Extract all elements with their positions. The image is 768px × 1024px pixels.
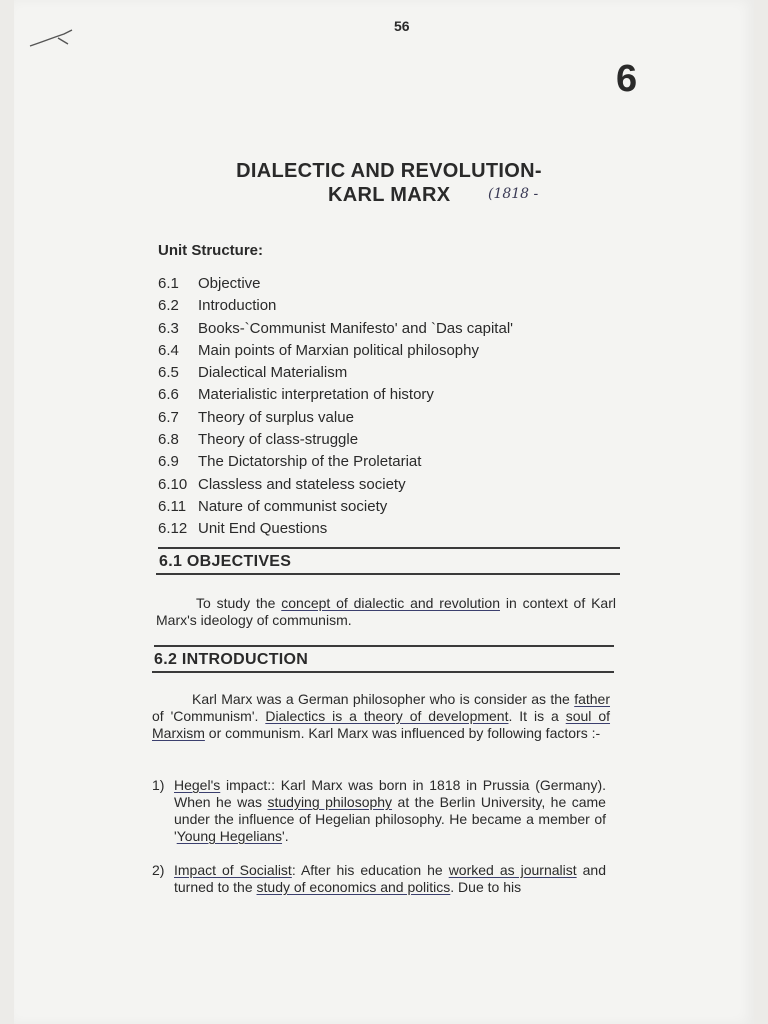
document-page (14, 0, 754, 1024)
toc-num: 6.7 (158, 408, 179, 426)
intro-text-a: Karl Marx was a German philosopher who is consider as the (192, 691, 575, 707)
toc-label: Main points of Marxian political philosophy (198, 341, 479, 359)
factor-text-b: and turned to the (174, 862, 606, 895)
toc-num: 6.12 (158, 520, 188, 538)
factor-text-b: at the Berlin University, he came under the influence of Hegelian philosophy. He became a member of ' (174, 794, 606, 844)
objectives-text-end: in context of Karl Marx's ideology of communism. (156, 595, 616, 628)
introduction-paragraph (152, 691, 610, 742)
factor-underline-end: study of economics and politics (256, 879, 451, 895)
rule-bottom-6-2 (152, 671, 614, 673)
factor-number: 1) (152, 777, 165, 793)
toc-label: Books-`Communist Manifesto' and `Das capital' (198, 319, 514, 337)
factor-text-a: impact:: Karl Marx was born in 1818 in Prussia (Germany). When he was (174, 777, 606, 810)
rule-top-6-1 (158, 547, 620, 549)
factor-text-c: . Due to his (450, 879, 522, 895)
unit-structure-list (158, 273, 513, 541)
toc-label: Theory of class-struggle (198, 431, 359, 449)
toc-item (158, 318, 513, 340)
rule-top-6-2 (154, 645, 614, 647)
toc-num: 6.2 (158, 297, 179, 315)
toc-item (158, 474, 513, 496)
toc-num: 6.3 (158, 319, 179, 337)
toc-item (158, 407, 513, 429)
toc-label: Unit End Questions (198, 520, 328, 538)
toc-item (158, 496, 513, 518)
factor-number: 2) (152, 862, 165, 878)
intro-text-d: or communism. Karl Marx was influenced by following factors :- (204, 725, 601, 741)
intro-underline-soul: soul of Marxism (152, 708, 611, 741)
toc-num: 6.1 (158, 275, 179, 292)
page-number: 56 (394, 18, 410, 34)
toc-num: 6.10 (158, 475, 188, 493)
factor-text-a: : After his education he (291, 862, 449, 878)
intro-underline-dialectics: Dialectics is a theory of development (265, 708, 509, 724)
toc-label: The Dictatorship of the Proletariat (198, 453, 422, 471)
factor-underline-mid: studying philosophy (267, 794, 393, 810)
chapter-title-line2: KARL MARX (328, 184, 451, 206)
toc-item (158, 518, 513, 540)
toc-item (158, 273, 513, 295)
section-heading-objectives: 6.1 OBJECTIVES (159, 553, 292, 570)
factor-underline-lead: Impact of Socialist (174, 862, 292, 878)
toc-item (158, 362, 513, 384)
handwritten-note: (1818 - (488, 186, 539, 202)
toc-num: 6.8 (158, 431, 179, 449)
factor-underline-mid: worked as journalist (448, 862, 577, 878)
rule-bottom-6-1 (156, 573, 620, 575)
factor-text-c: '. (282, 828, 289, 844)
toc-item (158, 340, 513, 362)
factor-text (174, 777, 606, 845)
toc-label: Classless and stateless society (198, 475, 406, 493)
toc-num: 6.5 (158, 364, 179, 382)
toc-item (158, 429, 513, 451)
toc-label: Dialectical Materialism (198, 364, 348, 382)
objectives-underlined: concept of dialectic and revolution (281, 595, 500, 611)
intro-text-c: . It is a (508, 708, 566, 724)
toc-label: Objective (198, 275, 261, 292)
unit-structure-heading: Unit Structure: (158, 242, 263, 259)
toc-label: Materialistic interpretation of history (198, 386, 434, 404)
toc-label: Nature of communist society (198, 497, 388, 515)
factor-text (174, 862, 606, 896)
pen-mark (28, 16, 80, 56)
factor-item-2 (152, 862, 606, 896)
toc-num: 6.9 (158, 453, 179, 471)
intro-text-b: of 'Communism'. (152, 708, 266, 724)
toc-label: Theory of surplus value (198, 408, 354, 426)
toc-num: 6.11 (158, 497, 187, 515)
chapter-number: 6 (616, 58, 638, 100)
objectives-paragraph (156, 595, 616, 629)
toc-num: 6.6 (158, 386, 179, 404)
factor-item-1 (152, 777, 606, 845)
factor-underline-end: Young Hegelians (176, 828, 283, 844)
toc-item (158, 384, 513, 406)
toc-item (158, 451, 513, 473)
intro-underline-father: father (574, 691, 610, 707)
objectives-text: To study the (196, 595, 282, 611)
toc-label: Introduction (198, 297, 277, 315)
factor-underline-lead: Hegel's (174, 777, 221, 793)
toc-num: 6.4 (158, 341, 179, 359)
toc-item (158, 295, 513, 317)
chapter-title-line1: DIALECTIC AND REVOLUTION- (236, 160, 542, 182)
section-heading-introduction: 6.2 INTRODUCTION (154, 651, 309, 668)
